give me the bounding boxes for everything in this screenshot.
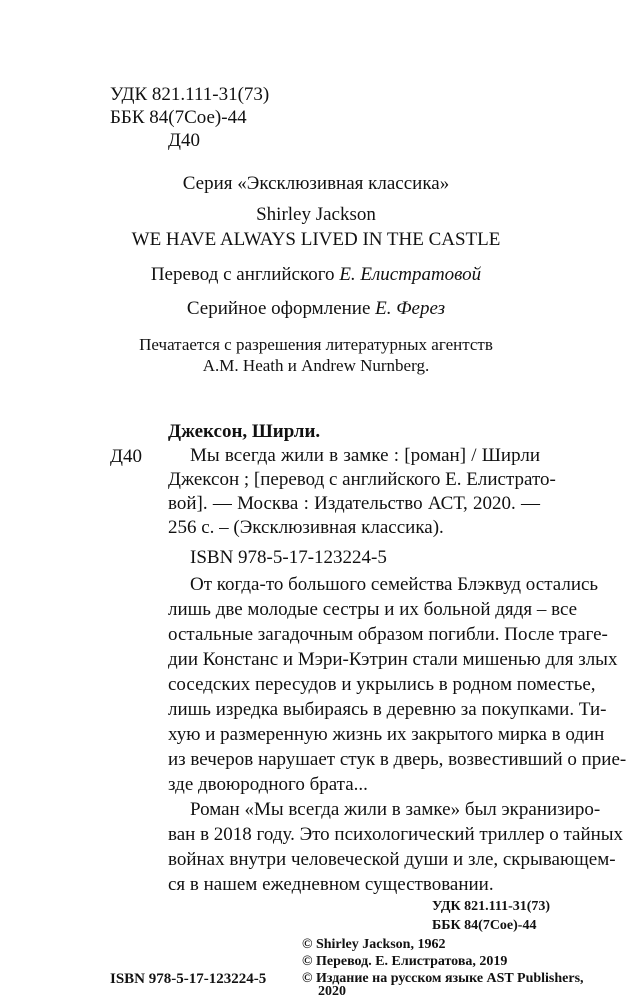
bib-line-1: Мы всегда жили в замке : [роман] / Ширли	[190, 445, 540, 466]
design-credit	[0, 298, 632, 320]
copyright-edition: © Издание на русском языке AST Publishers,	[302, 971, 584, 986]
permission-line-1: Печатается с разрешения литературных агентств	[139, 335, 493, 354]
annotation-p1-line: лишь две молодые сестры и их больной дядя – все	[168, 599, 578, 620]
annotation-p2-line: Роман «Мы всегда жили в замке» был экранизиро-	[190, 799, 601, 820]
annotation-p1-line: лишь изредка выбираясь в деревню за покупками. Ти-	[168, 699, 607, 720]
annotation-p1-line: соседских пересудов и укрылись в родном поместье,	[168, 674, 596, 695]
annotation-p1-line: остальные загадочным образом погибли. После траге-	[168, 624, 608, 645]
bbk-code: ББК 84(7Сое)-44	[110, 107, 247, 128]
bib-code: Д40	[110, 446, 142, 467]
bib-line-3: вой]. — Москва : Издательство АСТ, 2020. —	[168, 493, 540, 514]
annotation-p2-line: войнах внутри человеческой души и зле, скрывающем-	[168, 849, 616, 870]
annotation-p1-line: хую и размеренную жизнь их закрытого мирка в один	[168, 724, 605, 745]
original-author: Shirley Jackson	[256, 204, 376, 225]
bib-line-2: Джексон ; [перевод с английского Е. Елистрато-	[168, 469, 556, 490]
bib-author-heading: Джексон, Ширли.	[168, 421, 321, 442]
annotation-p2-line: ван в 2018 году. Это психологический триллер о тайных	[168, 824, 624, 845]
copyright-year: 2020	[318, 984, 346, 999]
annotation-p2-line: ся в нашем ежедневном существовании.	[168, 874, 494, 895]
original-title: WE HAVE ALWAYS LIVED IN THE CASTLE	[131, 229, 501, 250]
series-title: Серия «Эксклюзивная классика»	[182, 173, 450, 194]
translation-prefix: Перевод с английского	[150, 264, 340, 285]
bib-line-4: 256 с. – (Эксклюзивная классика).	[168, 517, 444, 538]
bbk-code-bottom: ББК 84(7Сое)-44	[432, 918, 537, 933]
translation-credit	[0, 264, 632, 286]
bib-isbn: ISBN 978-5-17-123224-5	[190, 547, 387, 568]
designer-name: Е. Ферез	[375, 298, 446, 319]
annotation-p1-line: дии Констанс и Мэри-Кэтрин стали мишенью для злых	[168, 649, 618, 670]
annotation-p1-line: из вечеров нарушает стук в дверь, возвестивший о прие-	[168, 749, 627, 770]
copyright-translation: © Перевод. Е. Елистратова, 2019	[302, 954, 508, 969]
permission-line-2: A.M. Heath и Andrew Nurnberg.	[202, 356, 430, 375]
isbn-bottom: ISBN 978-5-17-123224-5	[110, 971, 267, 987]
copyright-author: © Shirley Jackson, 1962	[302, 937, 446, 952]
udk-code-bottom: УДК 821.111-31(73)	[432, 899, 551, 914]
udk-code: УДК 821.111-31(73)	[110, 84, 270, 105]
translator-name: Е. Елистратовой	[339, 264, 482, 285]
author-mark-code: Д40	[168, 130, 200, 151]
design-prefix: Серийное оформление	[186, 298, 376, 319]
annotation-p1-line: От когда-то большого семейства Блэквуд остались	[190, 574, 599, 595]
annotation-p1-line: зде двоюродного брата...	[168, 774, 368, 795]
